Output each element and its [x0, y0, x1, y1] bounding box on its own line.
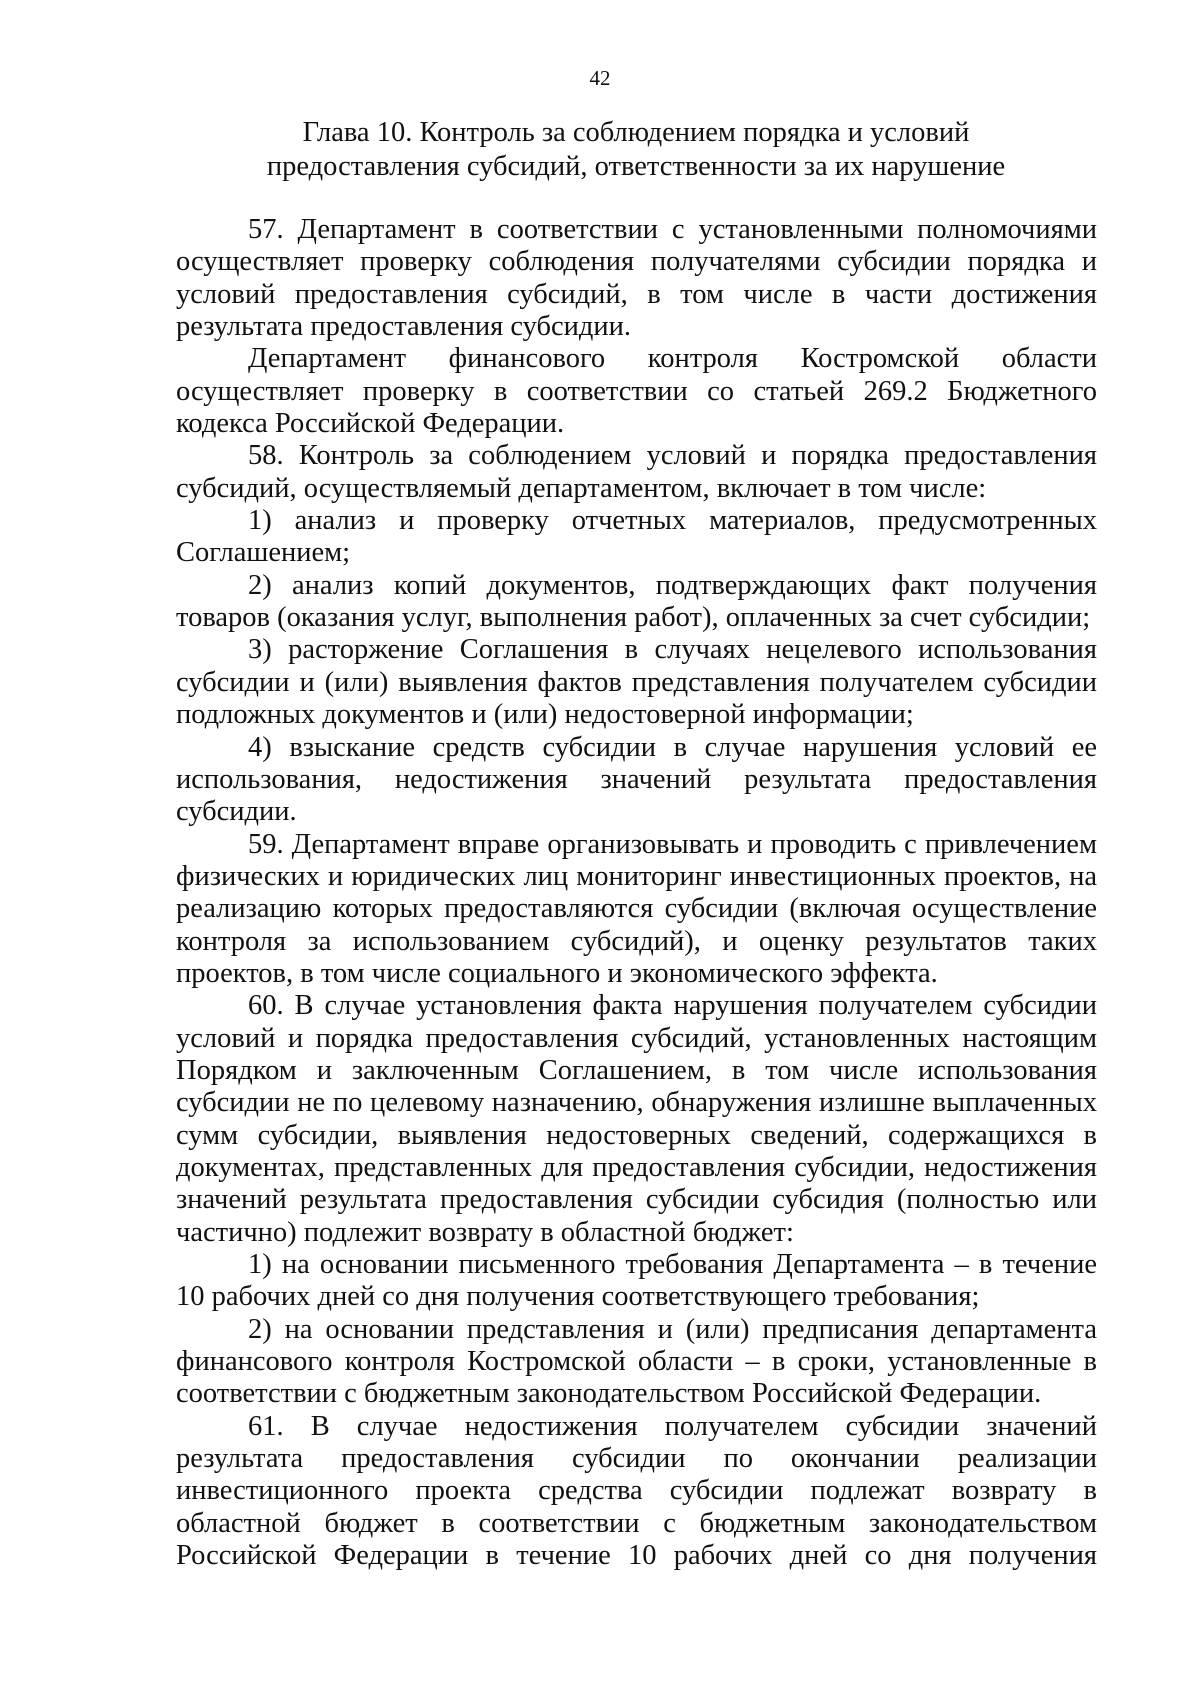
- paragraph-59: 59. Департамент вправе организовывать и проводить с привлечением физических и юридических лиц мониторинг инвестиционных проектов, на реализацию которых предоставляются субсидии (включая осуществление контроля за использованием субсидий), и оценку результатов таких проектов, в том числе социального и экономического эффекта.: [176, 828, 1097, 989]
- paragraph-58-item-4: 4) взыскание средств субсидии в случае нарушения условий ее использования, недостижения значений результата предоставления субсидии.: [176, 731, 1097, 828]
- paragraph-60: 60. В случае установления факта нарушения получателем субсидии условий и порядка предоставления субсидий, установленных настоящим Порядком и заключенным Соглашением, в том числе использования субсидии не по целевому назначению, обнаружения излишне выплаченных сумм субсидии, выявления недостоверных сведений, содержащихся в документах, представленных для предоставления субсидии, недостижения значений результата предоставления субсидии субсидия (полностью или частично) подлежит возврату в областной бюджет:: [176, 990, 1097, 1248]
- paragraph-58: 58. Контроль за соблюдением условий и порядка предоставления субсидий, осуществляемый департаментом, включает в том числе:: [176, 440, 1097, 504]
- chapter-title: [176, 116, 1096, 184]
- paragraph-57-control: Департамент финансового контроля Костромской области осуществляет проверку в соответствии со статьей 269.2 Бюджетного кодекса Российской Федерации.: [176, 343, 1097, 440]
- chapter-title-line-1: Глава 10. Контроль за соблюдением порядка и условий: [302, 117, 970, 148]
- paragraph-60-item-2: 2) на основании представления и (или) предписания департамента финансового контроля Костромской области – в сроки, установленные в соответствии с бюджетным законодательством Российской Федерации.: [176, 1313, 1097, 1410]
- page-number: 42: [589, 66, 611, 90]
- paragraph-58-item-2: 2) анализ копий документов, подтверждающих факт получения товаров (оказания услуг, выполнения работ), оплаченных за счет субсидии;: [176, 569, 1097, 634]
- paragraph-58-item-3: 3) расторжение Соглашения в случаях нецелевого использования субсидии и (или) выявления фактов представления получателем субсидии подложных документов и (или) недостоверной информации;: [176, 634, 1097, 731]
- paragraph-60-item-1: 1) на основании письменного требования Департамента – в течение 10 рабочих дней со дня получения соответствующего требования;: [176, 1249, 1097, 1313]
- document-body: [176, 214, 1097, 1572]
- paragraph-61: 61. В случае недостижения получателем субсидии значений результата предоставления субсидии по окончании реализации инвестиционного проекта средства субсидии подлежат возврату в областной бюджет в соответствии с бюджетным законодательством Российской Федерации в течение 10 рабочих дней со дня получения: [176, 1410, 1097, 1572]
- chapter-title-line-2: предоставления субсидий, ответственности за их нарушение: [266, 151, 1006, 182]
- paragraph-58-item-1: 1) анализ и проверку отчетных материалов, предусмотренных Соглашением;: [176, 505, 1097, 569]
- paragraph-57: 57. Департамент в соответствии с установленными полномочиями осуществляет проверку соблюдения получателями субсидии порядка и условий предоставления субсидий, в том числе в части достижения результата предоставления субсидии.: [176, 214, 1097, 343]
